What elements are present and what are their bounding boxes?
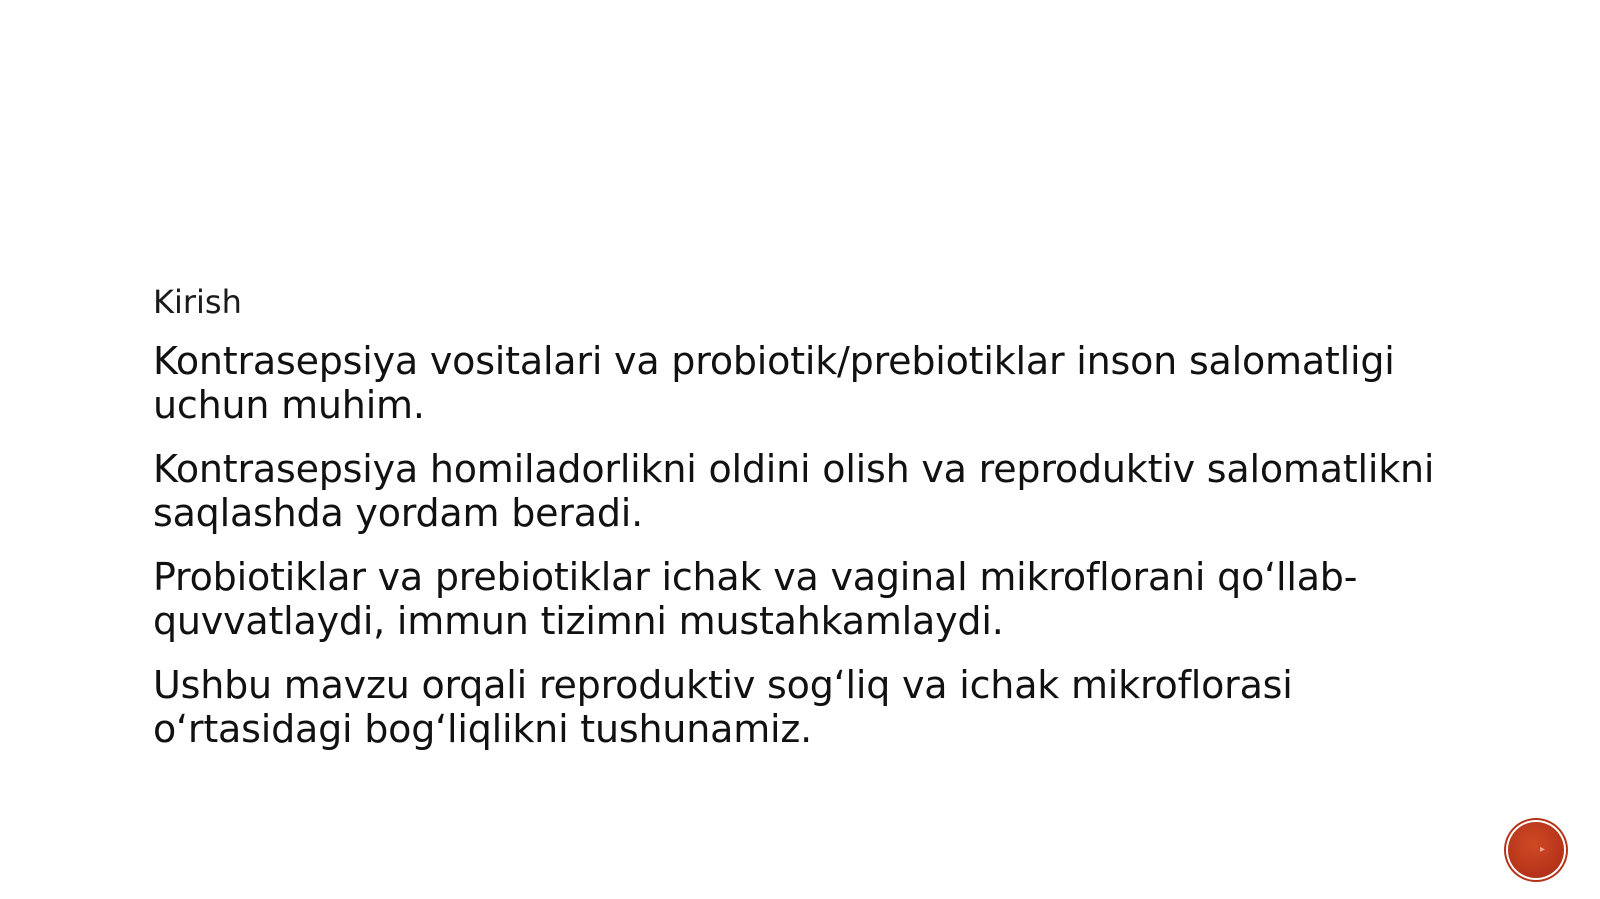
bullet-paragraph-1: Kontrasepsiya vositalari va probiotik/prebiotiklar inson salomatligi uchun muhim. (153, 339, 1395, 427)
bullet-paragraph-4: Ushbu mavzu orqali reproduktiv sog‘liq va ichak mikroflorasi o‘rtasidagi bog‘liqlikni tushunamiz. (153, 663, 1293, 751)
bullet-paragraph-2: Kontrasepsiya homiladorlikni oldini olish va reproduktiv salomatlikni saqlashda yordam beradi. (153, 447, 1435, 535)
nav-glyph-icon: ▸ (1540, 844, 1546, 855)
slide-title: Kirish (153, 283, 242, 321)
bullet-paragraph-3: Probiotiklar va prebiotiklar ichak va vaginal mikroflorani qo‘llab-quvvatlaydi, immun tizimni mustahkamlaydi. (153, 555, 1358, 643)
slide-body (153, 339, 1483, 771)
slide-nav-circle-icon[interactable] (1508, 822, 1564, 878)
